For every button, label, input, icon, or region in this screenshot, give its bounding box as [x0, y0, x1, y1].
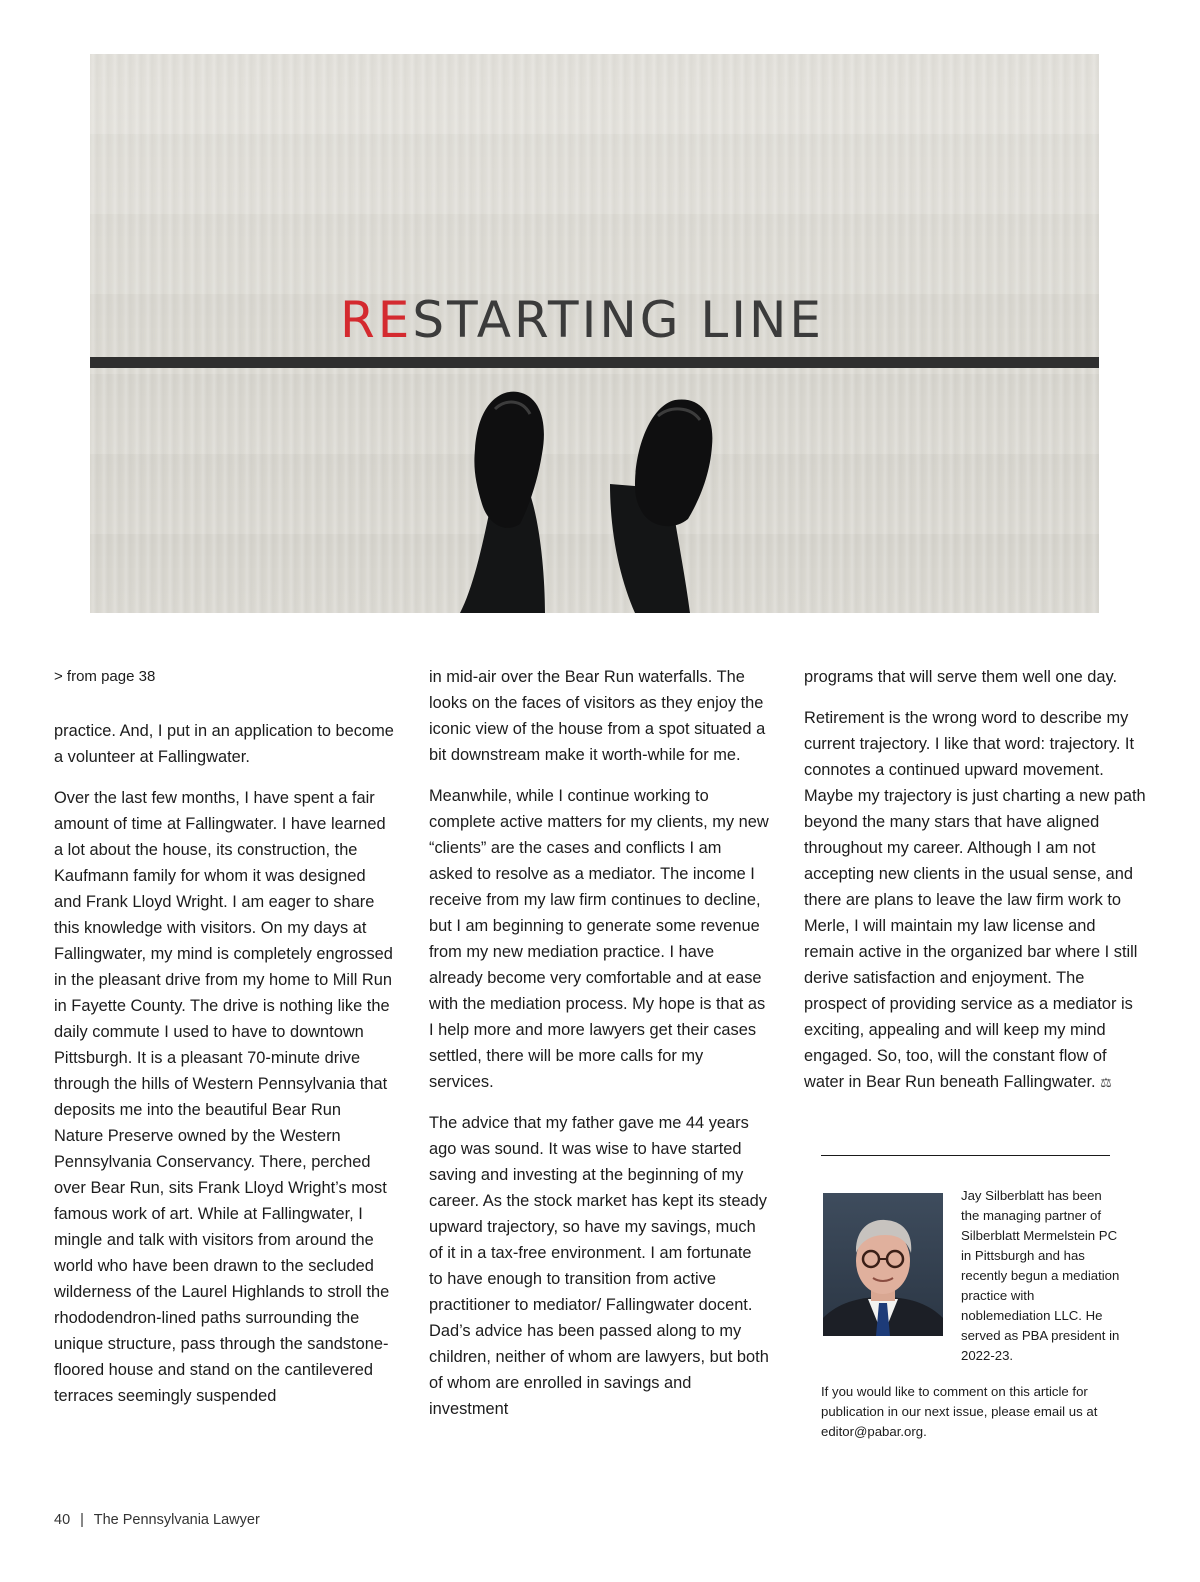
bio-divider: [821, 1155, 1110, 1156]
paragraph: in mid-air over the Bear Run waterfalls. The looks on the faces of visitors as they enjoy the iconic view of the house from a spot situated a bit downstream make it worth-while for me.: [429, 668, 766, 764]
hero-title-rest: STARTING LINE: [412, 291, 824, 349]
footer-separator: |: [80, 1512, 84, 1528]
author-portrait: [823, 1193, 943, 1336]
publication-name: The Pennsylvania Lawyer: [93, 1512, 260, 1528]
hero-title-accent: RE: [340, 291, 413, 349]
paragraph: practice. And, I put in an application to become a volunteer at Fallingwater.: [54, 722, 394, 766]
column-3: [804, 664, 1149, 1111]
column-1: [54, 664, 394, 1424]
page-number: 40: [54, 1512, 71, 1528]
paragraph-text: Retirement is the wrong word to describe my current trajectory. I like that word: trajectory. It connotes a continued upward movement. Maybe my trajectory is just charting a new path beyond the many stars that have aligned throughout my career. Although I am not accepting new clients in the usual sense, and there are plans to leave the law firm work to Merle, I will maintain my law license and remain active in the organized bar where I still derive satisfaction and enjoyment. The prospect of providing service as a mediator is exciting, appealing and will keep my mind engaged. So, too, will the constant flow of water in Bear Run beneath Fallingwater.: [804, 709, 1146, 1091]
hero-title: [340, 290, 860, 350]
starting-line: [90, 357, 1099, 368]
author-bio: Jay Silberblatt has been the managing partner of Silberblatt Mermelstein PC in Pittsburgh and has recently begun a mediation practice with noblemediation LLC. He served as PBA president in 2022-23.: [961, 1188, 1120, 1363]
paragraph: Over the last few months, I have spent a fair amount of time at Fallingwater. I have learned a lot about the house, its construction, the Kaufmann family for whom it was designed and Frank Lloyd Wright. I am eager to share this knowledge with visitors. On my days at Fallingwater, my mind is completely engrossed in the pleasant drive from my home to Mill Run in Fayette County. The drive is nothing like the daily commute I used to have to downtown Pittsburgh. It is a pleasant 70-minute drive through the hills of Western Pennsylvania that deposits me into the beautiful Bear Run Nature Preserve owned by the Western Pennsylvania Conservancy. There, perched over Bear Run, sits Frank Lloyd Wright’s most famous work of art. While at Fallingwater, I mingle and talk with visitors from around the world who have been drawn to the secluded wilderness of the Laurel Highlands to stroll the rhododendron-lined paths surrounding the unique structure, pass through the sandstone-floored house and stand on the cantilevered terraces seemingly suspended: [54, 789, 393, 1405]
author-photo: [823, 1193, 943, 1336]
end-mark-icon: ⚖: [1100, 1075, 1112, 1090]
paragraph: The advice that my father gave me 44 years ago was sound. It was wise to have started saving and investing at the beginning of my career. As the stock market has kept its steady upward trajectory, so have my savings, much of it in a tax-free environment. I am fortunate to have enough to transition from active practitioner to mediator/ Fallingwater docent. Dad’s advice has been passed along to my children, neither of whom are lawyers, but both of whom are enrolled in savings and investment: [429, 1114, 769, 1418]
paragraph: Meanwhile, while I continue working to complete active matters for my clients, my new “clients” are the cases and conflicts I am asked to resolve as a mediator. The income I receive from my law firm continues to decline, but I am beginning to generate some revenue from my new mediation practice. I have already become very comfortable and at ease with the mediation process. My hope is that as I help more and more lawyers get their cases settled, there will be more calls for my services.: [429, 787, 769, 1091]
page-footer: [54, 1512, 260, 1528]
hero-image: [90, 54, 1099, 613]
continued-from: > from page 38: [54, 668, 156, 685]
paragraph: programs that will serve them well one day.: [804, 668, 1118, 686]
column-2: [429, 664, 769, 1437]
paragraph: [804, 705, 1149, 1096]
comment-note: If you would like to comment on this article for publication in our next issue, please email us at editor@pabar.org.: [821, 1384, 1098, 1439]
